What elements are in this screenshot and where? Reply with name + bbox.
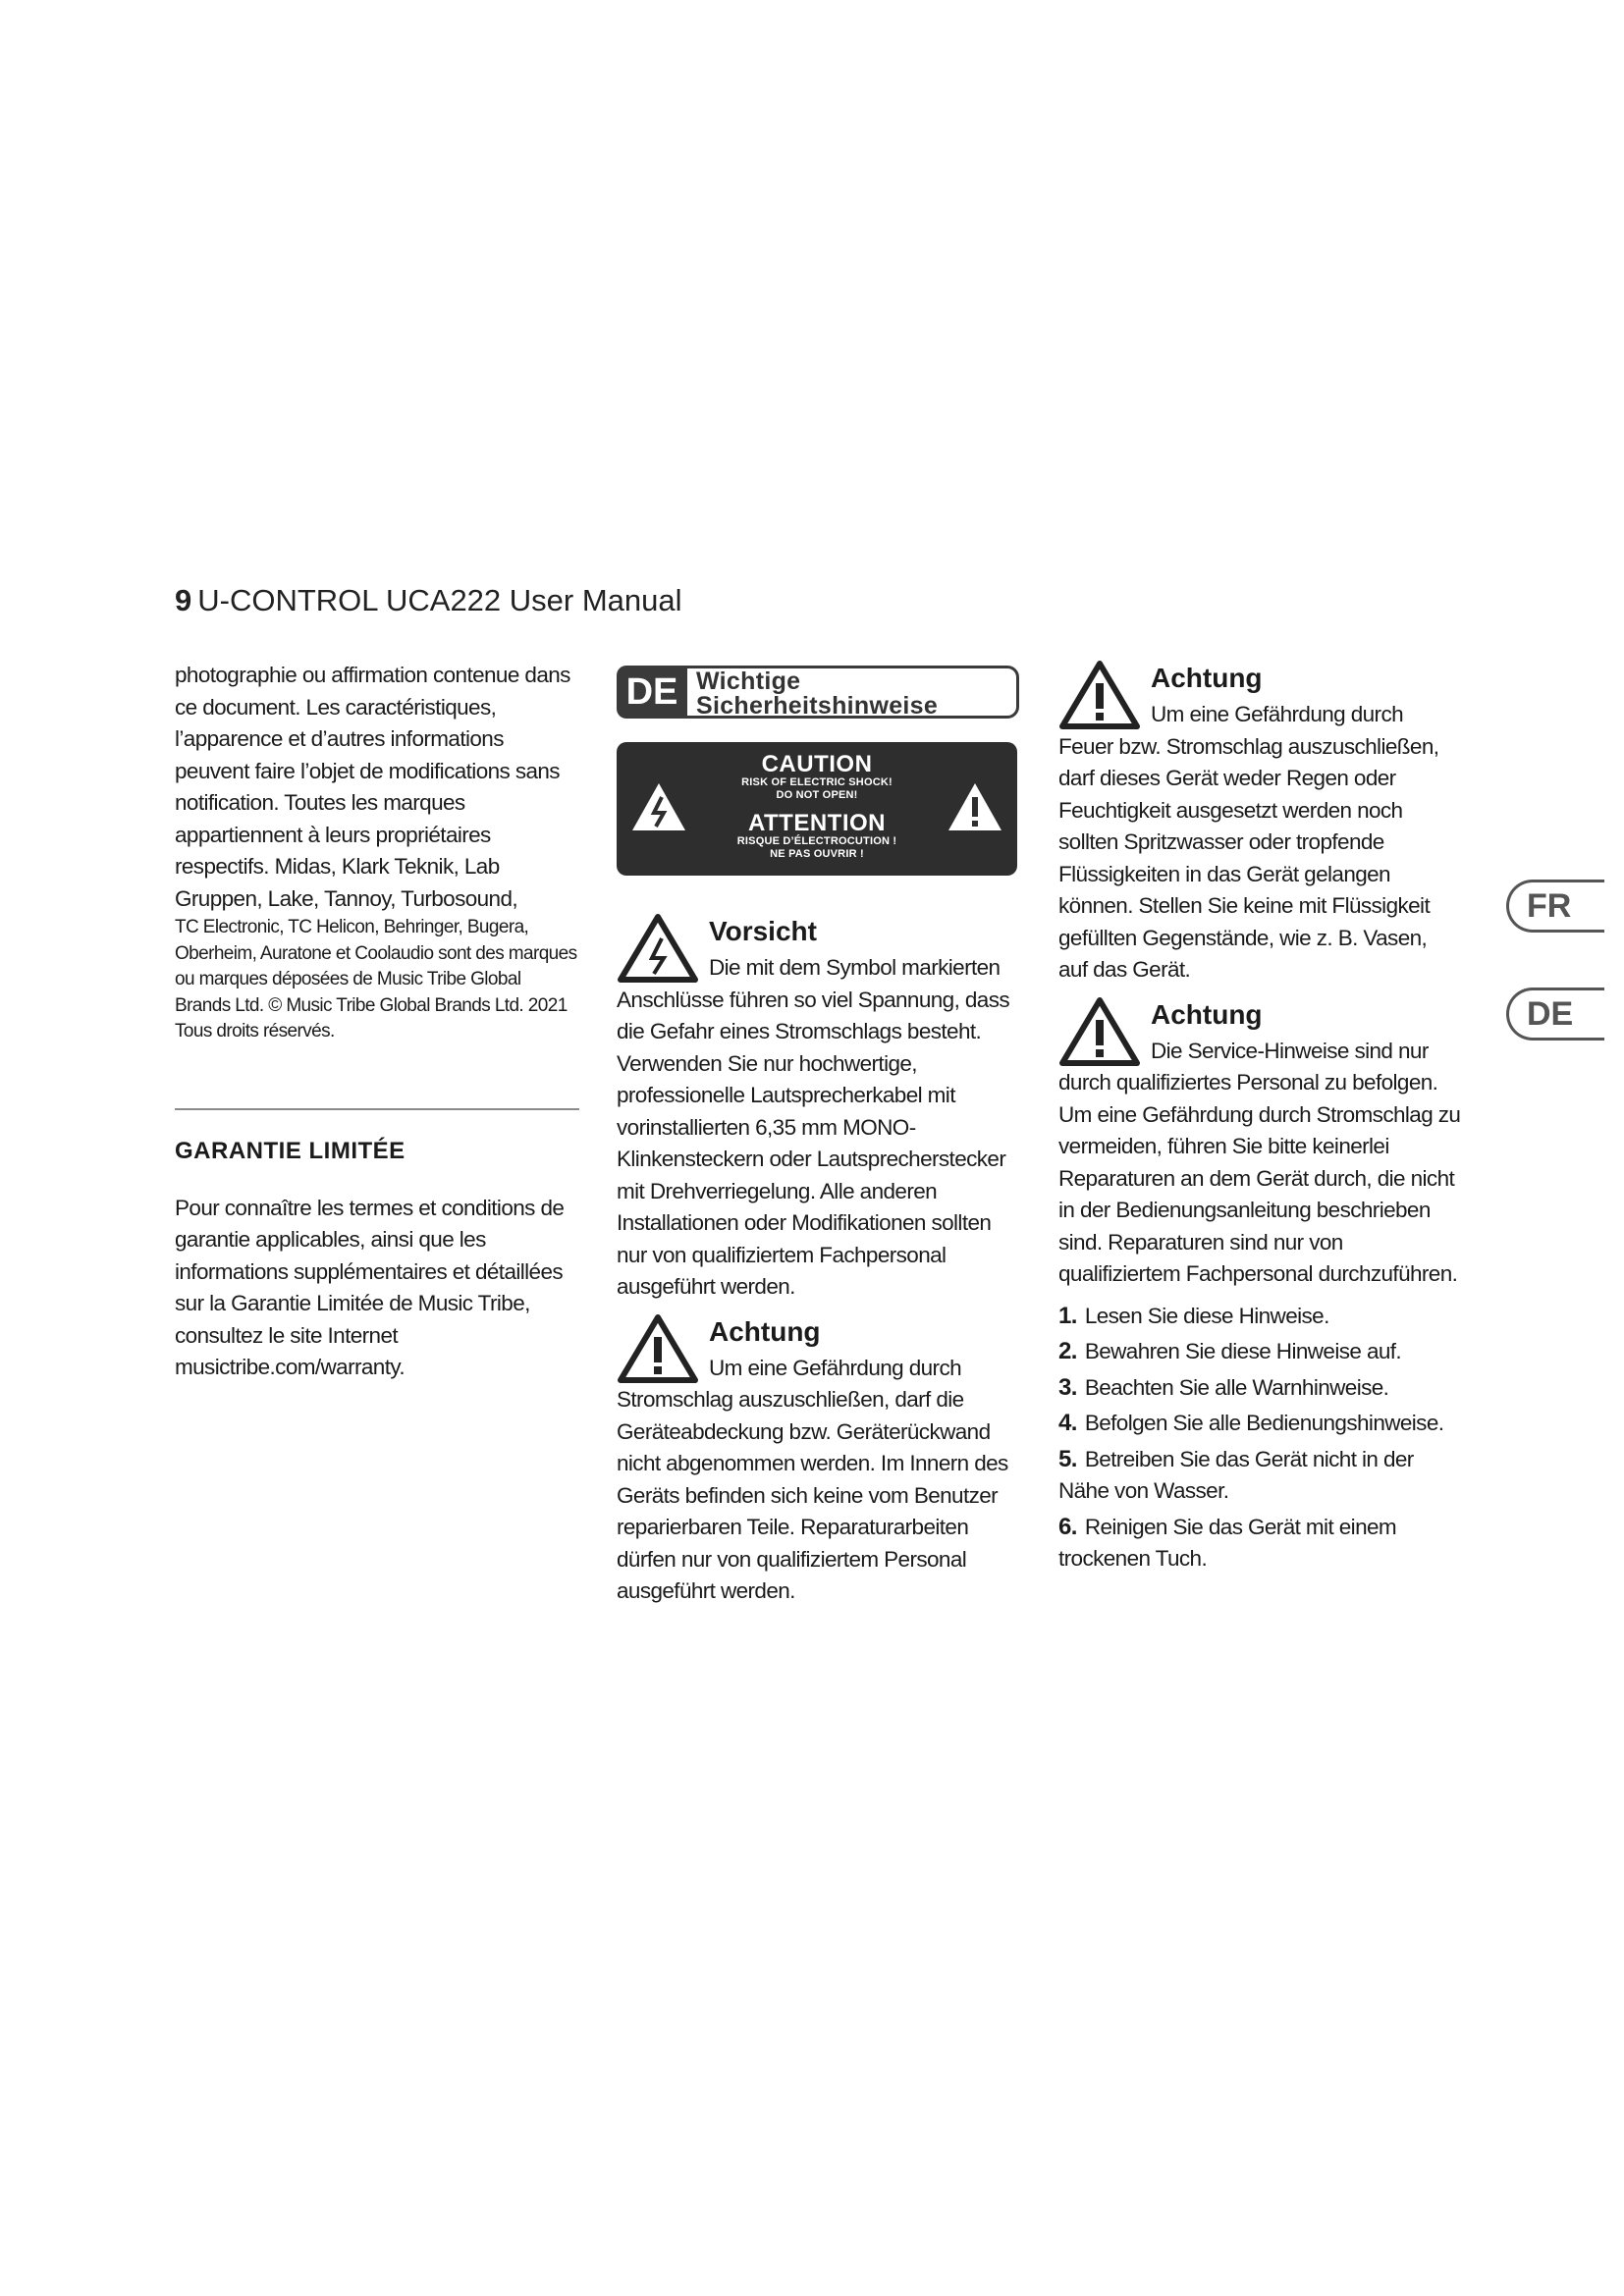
warning-achtung-cover (617, 1313, 1019, 1608)
caution-text-block (695, 752, 939, 861)
warning-title: Vorsicht (709, 916, 817, 946)
electric-shock-icon (617, 913, 699, 984)
exclamation-warning-icon (947, 781, 1003, 832)
badge-title (681, 666, 1019, 719)
attention-sub-1: RISQUE D’ÉLECTROCUTION ! (736, 835, 897, 847)
column-german-1 (617, 660, 1019, 1618)
warning-achtung-moisture (1058, 660, 1461, 987)
warning-text: Die mit dem Symbol markierten Anschlüsse führen so viel Spannung, dass die Gefahr eines Stromschlags besteht. Verwenden Sie nur hochwertige, professionelle Lautsprecherkabel mit vorinstallierten 6,35 mm MONO-Klinkensteckern oder Lautsprecherstecker mit Drehverriegelung. Alle anderen Installationen oder Modifikationen sollten nur von qualifiziertem Fachpersonal ausgeführt werden. (617, 955, 1010, 1299)
column-german-2 (1058, 660, 1461, 1579)
language-code: DE (617, 666, 687, 719)
manual-title: U-CONTROL UCA222 User Manual (197, 583, 682, 617)
warning-title: Achtung (1151, 998, 1263, 1030)
badge-line-1: Wichtige (696, 667, 801, 695)
warning-title: Achtung (1151, 663, 1263, 693)
caution-sub-2: DO NOT OPEN! (776, 789, 858, 801)
caution-title: CAUTION (761, 751, 873, 777)
caution-sub-1: RISK OF ELECTRIC SHOCK! (741, 776, 893, 788)
language-tab-de[interactable]: DE (1506, 988, 1604, 1041)
warning-text: Die Service-Hinweise sind nur durch qualifiziertes Personal zu befolgen. Um eine Gefährdung durch Stromschlag zu vermeiden, führen Sie bitte keinerlei Reparaturen an dem Gerät durch, die nicht in der Bedienungsanleitung beschrieben sind. Reparaturen sind nur von qualifiziertem Fachpersonal durchzuführen. (1058, 1038, 1461, 1286)
warning-text: Um eine Gefährdung durch Feuer bzw. Stromschlag auszuschließen, darf dieses Gerät weder Regen oder Feuchtigkeit ausgesetzt werden noch sollten Spritzwasser oder tropfende Flüssigkeiten in das Gerät gelangen können. Stellen Sie keine mit Flüssigkeit gefüllten Gegenstände, wie z. B. Vasen, auf das Gerät. (1058, 702, 1439, 982)
list-item: 3. Beachten Sie alle Warnhinweise. (1058, 1373, 1389, 1401)
list-item: 2. Bewahren Sie diese Hinweise auf. (1058, 1338, 1402, 1364)
list-item: 4. Befolgen Sie alle Bedienungshinweise. (1058, 1410, 1444, 1436)
warning-text: Um eine Gefährdung durch Stromschlag auszuschließen, darf die Geräteabdeckung bzw. Geräterückwand nicht abgenommen werden. Im Innern des Geräts befinden sich keine vom Benutzer reparierbaren Teile. Reparaturarbeiten dürfen nur von qualifiziertem Personal ausgeführt werden. (617, 1355, 1008, 1603)
safety-instructions-badge (617, 660, 1019, 728)
section-divider (175, 1108, 579, 1110)
warranty-paragraph: Pour connaître les termes et conditions de garantie applicables, ainsi que les informations supplémentaires et détaillées sur la Garantie Limitée de Music Tribe, consultez le site Internet musictribe.com/warranty. (175, 1195, 565, 1379)
electric-shock-icon (630, 781, 687, 832)
list-item: 5. Betreiben Sie das Gerät nicht in der Nähe von Wasser. (1058, 1445, 1414, 1503)
language-tab-fr[interactable]: FR (1506, 880, 1604, 933)
list-item: 1. Lesen Sie diese Hinweise. (1058, 1302, 1329, 1329)
warning-vorsicht (617, 913, 1019, 1304)
page-number: 9 (175, 583, 192, 617)
badge-line-2: Sicherheitshinweise (696, 692, 939, 720)
exclamation-warning-icon (1058, 996, 1141, 1067)
attention-title: ATTENTION (747, 810, 887, 836)
page-header (175, 583, 682, 618)
trademark-paragraph: TC Electronic, TC Helicon, Behringer, Bugera, Oberheim, Auratone et Coolaudio sont des marques ou marques déposées de Music Tribe Global Brands Ltd. © Music Tribe Global Brands Ltd. 2021 Tous droits réservés. (175, 917, 577, 1041)
intro-paragraph: photographie ou affirmation contenue dans ce document. Les caractéristiques, l’apparence et d’autres informations peuvent faire l’objet de modifications sans notification. Toutes les marques appartiennent à leurs propriétaires respectifs. Midas, Klark Teknik, Lab Gruppen, Lake, Tannoy, Turbosound, (175, 663, 570, 911)
list-item: 6. Reinigen Sie das Gerät mit einem trockenen Tuch. (1058, 1513, 1397, 1571)
column-french (175, 660, 577, 1384)
warranty-heading: GARANTIE LIMITÉE (175, 1137, 406, 1164)
warning-achtung-service (1058, 996, 1461, 1291)
attention-sub-2: NE PAS OUVRIR ! (770, 848, 864, 860)
warning-title: Achtung (709, 1315, 821, 1347)
safety-list (1058, 1301, 1461, 1575)
caution-label (617, 742, 1017, 876)
exclamation-warning-icon (617, 1313, 699, 1384)
exclamation-warning-icon (1058, 660, 1141, 730)
